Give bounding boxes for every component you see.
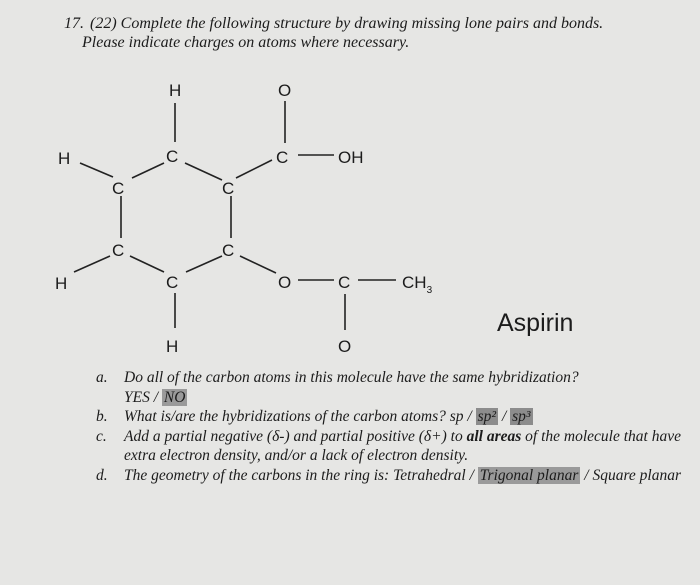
atom-c-upper-left: C (112, 179, 125, 198)
bond (236, 160, 272, 178)
bond (74, 256, 110, 272)
question-b-text: What is/are the hybridizations of the carbon atoms? sp / (124, 408, 472, 425)
answer-no-selected: NO (163, 388, 186, 406)
bond (132, 163, 164, 178)
atom-o-ester: O (278, 273, 292, 292)
answer-sp2-selected: sp² (477, 408, 497, 425)
question-c-text-b: of the molecule that have extra electron density, and/or a lack of electron density. (124, 427, 681, 464)
atom-o-bottom: O (338, 337, 352, 356)
atom-c-carboxyl: C (276, 148, 289, 167)
atom-c-ester: C (338, 273, 351, 292)
atom-h-bottom: H (166, 337, 179, 356)
atom-c-top: C (166, 147, 179, 166)
bond (185, 163, 222, 180)
atom-c-lower-right: C (222, 241, 235, 260)
question-b (96, 407, 686, 427)
atom-h-top: H (169, 81, 182, 100)
atom-o-top: O (278, 81, 292, 100)
question-c-text-a: Add a partial negative (δ-) and partial positive (δ+) to (124, 427, 463, 445)
question-c (96, 427, 686, 466)
question-d-text-b: / Square planar (584, 466, 681, 484)
question-number: 17. (64, 15, 84, 32)
bond (130, 256, 164, 272)
sub-questions (96, 368, 686, 485)
bond (186, 256, 222, 272)
atom-oh: OH (338, 148, 364, 167)
question-instruction-2: Please indicate charges on atoms where necessary. (82, 34, 410, 51)
atom-ch3: $CH_3$ (402, 273, 433, 296)
atom-c-bottom: C (166, 273, 179, 292)
answer-yes: YES / (124, 388, 159, 406)
question-a-text: Do all of the carbon atoms in this molecule have the same hybridization? (124, 369, 579, 386)
question-d (96, 466, 686, 486)
answer-sp3-selected: sp³ (512, 408, 531, 425)
bond (240, 256, 276, 273)
question-c-bold: all areas (466, 427, 522, 445)
question-a (96, 368, 686, 407)
atom-c-lower-left: C (112, 241, 125, 260)
atom-h-left: H (58, 149, 71, 168)
question-c-label: c. (96, 427, 107, 445)
bond (80, 163, 113, 177)
question-d-label: d. (96, 466, 108, 484)
molecule-name: Aspirin (497, 309, 574, 337)
answer-separator: / (501, 408, 507, 425)
question-instruction: (22) Complete the following structure by drawing missing lone pairs and bonds. (90, 15, 604, 32)
question-d-text-a: The geometry of the carbons in the ring is: Tetrahedral / (124, 466, 474, 484)
atom-h-lower-left: H (55, 274, 68, 293)
answer-trigonal-selected: Trigonal planar (479, 466, 579, 484)
question-b-label: b. (96, 408, 108, 425)
atom-c-upper-right: C (222, 179, 235, 198)
question-a-label: a. (96, 369, 108, 386)
